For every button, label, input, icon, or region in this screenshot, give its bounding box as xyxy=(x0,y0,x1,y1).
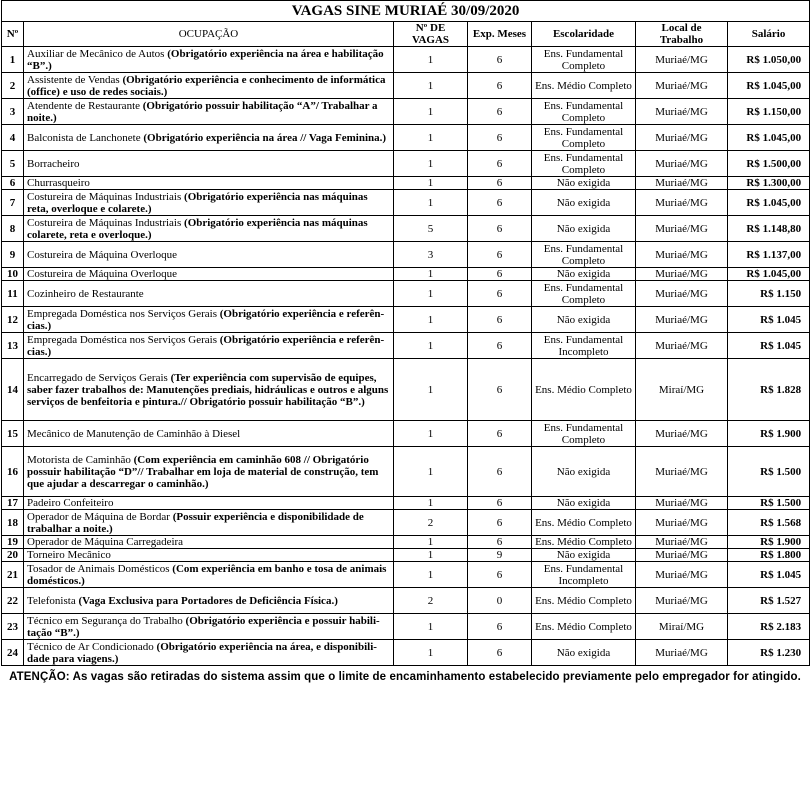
ocupacao-name: Operador de Máquina de Bordar xyxy=(27,510,173,523)
row-local: Muriaé/MG xyxy=(636,151,728,177)
table-row xyxy=(2,99,810,125)
table-row xyxy=(2,549,810,562)
table-row xyxy=(2,614,810,640)
row-salario: R$ 1.045,00 xyxy=(728,125,810,151)
row-escolaridade: Não exigida xyxy=(532,177,636,190)
page-title: VAGAS SINE MURIAÉ 30/09/2020 xyxy=(2,1,810,22)
ocupacao-requirements: (Obrigatório experiência na área e habilitação “B”.) xyxy=(27,47,384,72)
ocupacao-name: Churrasqueiro xyxy=(27,177,90,189)
row-vagas: 1 xyxy=(394,359,468,421)
row-salario: R$ 1.050,00 xyxy=(728,47,810,73)
row-ocupacao xyxy=(24,73,394,99)
row-exp: 6 xyxy=(468,614,532,640)
ocupacao-name: Borracheiro xyxy=(27,157,80,170)
header-escolaridade: Escolaridade xyxy=(532,22,636,47)
ocupacao-name: Costureira de Máquina Overloque xyxy=(27,248,177,261)
row-ocupacao xyxy=(24,177,394,190)
row-escolaridade: Ens. Fundamental Completo xyxy=(532,281,636,307)
row-vagas: 2 xyxy=(394,588,468,614)
row-number: 9 xyxy=(2,242,24,268)
table-row xyxy=(2,268,810,281)
row-escolaridade: Não exigida xyxy=(532,268,636,281)
row-local: Muriaé/MG xyxy=(636,216,728,242)
ocupacao-name: Padeiro Confeiteiro xyxy=(27,497,114,509)
ocupacao-name: Assistente de Vendas xyxy=(27,73,123,86)
row-local: Muriaé/MG xyxy=(636,536,728,549)
row-salario: R$ 1.045,00 xyxy=(728,268,810,281)
row-exp: 6 xyxy=(468,151,532,177)
row-exp: 6 xyxy=(468,359,532,421)
row-salario: R$ 1.045 xyxy=(728,562,810,588)
row-escolaridade: Ens. Fundamental Completo xyxy=(532,242,636,268)
row-vagas: 1 xyxy=(394,177,468,190)
row-salario: R$ 1.800 xyxy=(728,549,810,562)
row-local: Muriaé/MG xyxy=(636,497,728,510)
row-escolaridade: Não exigida xyxy=(532,307,636,333)
header-ocupacao: OCUPAÇÃO xyxy=(24,22,394,47)
row-number: 19 xyxy=(2,536,24,549)
row-number: 20 xyxy=(2,549,24,562)
row-exp: 6 xyxy=(468,562,532,588)
row-vagas: 1 xyxy=(394,151,468,177)
row-escolaridade: Ens. Fundamental Completo xyxy=(532,125,636,151)
row-escolaridade: Ens. Fundamental Completo xyxy=(532,47,636,73)
ocupacao-name: Motorista de Caminhão xyxy=(27,453,134,466)
row-vagas: 2 xyxy=(394,510,468,536)
table-row xyxy=(2,242,810,268)
row-salario: R$ 1.568 xyxy=(728,510,810,536)
row-vagas: 1 xyxy=(394,640,468,666)
row-ocupacao xyxy=(24,549,394,562)
row-number: 7 xyxy=(2,190,24,216)
table-row xyxy=(2,73,810,99)
table-row xyxy=(2,190,810,216)
table-row xyxy=(2,125,810,151)
row-local: Muriaé/MG xyxy=(636,333,728,359)
row-salario: R$ 1.045 xyxy=(728,307,810,333)
header-vagas: Nº DE VAGAS xyxy=(394,22,468,47)
row-escolaridade: Ens. Fundamental Incompleto xyxy=(532,562,636,588)
row-ocupacao xyxy=(24,497,394,510)
ocupacao-name: Operador de Máquina Carregadeira xyxy=(27,536,184,548)
row-local: Muriaé/MG xyxy=(636,190,728,216)
table-row xyxy=(2,47,810,73)
row-salario: R$ 1.527 xyxy=(728,588,810,614)
row-number: 17 xyxy=(2,497,24,510)
row-escolaridade: Não exigida xyxy=(532,447,636,497)
row-local: Muriaé/MG xyxy=(636,640,728,666)
ocupacao-name: Costureira de Máquinas Industriais xyxy=(27,190,185,203)
row-number: 16 xyxy=(2,447,24,497)
row-vagas: 1 xyxy=(394,307,468,333)
row-exp: 6 xyxy=(468,47,532,73)
table-row xyxy=(2,447,810,497)
table-row xyxy=(2,640,810,666)
row-salario: R$ 1.045,00 xyxy=(728,73,810,99)
ocupacao-name: Empregada Doméstica nos Serviços Gerais xyxy=(27,333,220,346)
ocupacao-name: Empregada Doméstica nos Serviços Gerais xyxy=(27,307,220,320)
row-ocupacao xyxy=(24,151,394,177)
header-exp: Exp. Meses xyxy=(468,22,532,47)
ocupacao-requirements: (Obrigatório experiência na área // Vaga Feminina.) xyxy=(143,131,387,144)
row-exp: 6 xyxy=(468,333,532,359)
row-ocupacao xyxy=(24,47,394,73)
row-local: Muriaé/MG xyxy=(636,242,728,268)
header-numero: Nº xyxy=(2,22,24,47)
header-salario: Salário xyxy=(728,22,810,47)
row-vagas: 1 xyxy=(394,614,468,640)
table-row xyxy=(2,536,810,549)
ocupacao-name: Balconista de Lanchonete xyxy=(27,131,144,144)
ocupacao-requirements: (Obrigatório experiência e referên-cias.) xyxy=(27,333,385,358)
row-salario: R$ 1.150 xyxy=(728,281,810,307)
row-number: 4 xyxy=(2,125,24,151)
row-exp: 6 xyxy=(468,281,532,307)
row-ocupacao xyxy=(24,333,394,359)
ocupacao-requirements: (Vaga Exclusiva para Portadores de Deficiência Física.) xyxy=(78,594,338,607)
row-vagas: 1 xyxy=(394,447,468,497)
row-exp: 6 xyxy=(468,307,532,333)
row-salario: R$ 1.900 xyxy=(728,421,810,447)
row-vagas: 1 xyxy=(394,268,468,281)
row-number: 11 xyxy=(2,281,24,307)
row-exp: 6 xyxy=(468,73,532,99)
row-exp: 6 xyxy=(468,268,532,281)
row-escolaridade: Ens. Médio Completo xyxy=(532,359,636,421)
row-salario: R$ 1.150,00 xyxy=(728,99,810,125)
row-ocupacao xyxy=(24,640,394,666)
row-escolaridade: Não exigida xyxy=(532,497,636,510)
row-vagas: 1 xyxy=(394,73,468,99)
row-number: 2 xyxy=(2,73,24,99)
row-number: 18 xyxy=(2,510,24,536)
ocupacao-requirements: (Obrigatório experiência e referên-cias.) xyxy=(27,307,385,332)
row-exp: 6 xyxy=(468,421,532,447)
row-ocupacao xyxy=(24,281,394,307)
row-exp: 6 xyxy=(468,510,532,536)
row-number: 23 xyxy=(2,614,24,640)
row-local: Muriaé/MG xyxy=(636,177,728,190)
row-escolaridade: Ens. Médio Completo xyxy=(532,614,636,640)
row-local: Muriaé/MG xyxy=(636,268,728,281)
table-row xyxy=(2,151,810,177)
row-vagas: 1 xyxy=(394,421,468,447)
row-number: 24 xyxy=(2,640,24,666)
row-escolaridade: Não exigida xyxy=(532,216,636,242)
ocupacao-name: Costureira de Máquinas Industriais xyxy=(27,216,185,229)
row-salario: R$ 1.500 xyxy=(728,497,810,510)
row-exp: 6 xyxy=(468,536,532,549)
ocupacao-name: Cozinheiro de Restaurante xyxy=(27,287,144,300)
row-local: Muriaé/MG xyxy=(636,73,728,99)
row-exp: 6 xyxy=(468,447,532,497)
row-salario: R$ 1.230 xyxy=(728,640,810,666)
table-row xyxy=(2,421,810,447)
row-local: Muriaé/MG xyxy=(636,447,728,497)
row-salario: R$ 1.300,00 xyxy=(728,177,810,190)
row-exp: 6 xyxy=(468,216,532,242)
ocupacao-requirements: (Possuir experiência e disponibilidade de trabalhar a noite.) xyxy=(27,510,364,535)
row-local: Miraí/MG xyxy=(636,614,728,640)
row-vagas: 1 xyxy=(394,47,468,73)
row-escolaridade: Ens. Fundamental Completo xyxy=(532,151,636,177)
ocupacao-requirements: (Ter experiência com supervisão de equipes, saber fazer trabalhos de: Manutenções prediais, hidráulicas e outros e alguns serviços de benfeitoria e pintura.// Obrigatório possuir habilitação “B”.) xyxy=(27,371,389,408)
row-local: Muriaé/MG xyxy=(636,421,728,447)
row-number: 1 xyxy=(2,47,24,73)
row-ocupacao xyxy=(24,359,394,421)
ocupacao-name: Técnico de Ar Condicionado xyxy=(27,640,157,653)
row-ocupacao xyxy=(24,562,394,588)
row-local: Muriaé/MG xyxy=(636,510,728,536)
row-vagas: 1 xyxy=(394,190,468,216)
ocupacao-name: Costureira de Máquina Overloque xyxy=(27,268,177,280)
table-row xyxy=(2,497,810,510)
row-escolaridade: Não exigida xyxy=(532,190,636,216)
row-salario: R$ 2.183 xyxy=(728,614,810,640)
row-escolaridade: Ens. Fundamental Incompleto xyxy=(532,333,636,359)
table-row xyxy=(2,281,810,307)
row-vagas: 1 xyxy=(394,99,468,125)
row-vagas: 1 xyxy=(394,281,468,307)
row-number: 8 xyxy=(2,216,24,242)
row-ocupacao xyxy=(24,510,394,536)
ocupacao-requirements: (Obrigatório experiência e possuir habili-tação “B”.) xyxy=(27,614,380,639)
row-local: Muriaé/MG xyxy=(636,549,728,562)
row-salario: R$ 1.137,00 xyxy=(728,242,810,268)
row-exp: 6 xyxy=(468,190,532,216)
table-row xyxy=(2,307,810,333)
row-salario: R$ 1.500,00 xyxy=(728,151,810,177)
row-number: 15 xyxy=(2,421,24,447)
row-vagas: 1 xyxy=(394,562,468,588)
row-escolaridade: Ens. Médio Completo xyxy=(532,536,636,549)
row-escolaridade: Não exigida xyxy=(532,549,636,562)
row-escolaridade: Ens. Fundamental Completo xyxy=(532,99,636,125)
row-vagas: 1 xyxy=(394,549,468,562)
row-vagas: 1 xyxy=(394,536,468,549)
row-exp: 9 xyxy=(468,549,532,562)
row-number: 21 xyxy=(2,562,24,588)
row-ocupacao xyxy=(24,242,394,268)
ocupacao-requirements: (Obrigatório experiência nas máquinas colarete, reta e overloque.) xyxy=(27,216,368,241)
table-row xyxy=(2,359,810,421)
ocupacao-requirements: (Obrigatório possuir habilitação “A”/ Trabalhar a noite.) xyxy=(27,99,378,124)
row-ocupacao xyxy=(24,99,394,125)
row-vagas: 3 xyxy=(394,242,468,268)
row-ocupacao xyxy=(24,190,394,216)
table-row xyxy=(2,562,810,588)
ocupacao-name: Encarregado de Serviços Gerais xyxy=(27,371,171,384)
row-number: 6 xyxy=(2,177,24,190)
row-local: Muriaé/MG xyxy=(636,562,728,588)
row-ocupacao xyxy=(24,588,394,614)
row-escolaridade: Não exigida xyxy=(532,640,636,666)
row-ocupacao xyxy=(24,614,394,640)
row-escolaridade: Ens. Médio Completo xyxy=(532,510,636,536)
header-row xyxy=(2,22,810,47)
row-vagas: 1 xyxy=(394,333,468,359)
row-ocupacao xyxy=(24,125,394,151)
row-number: 3 xyxy=(2,99,24,125)
row-salario: R$ 1.828 xyxy=(728,359,810,421)
table-body xyxy=(2,47,810,666)
row-number: 12 xyxy=(2,307,24,333)
row-ocupacao xyxy=(24,447,394,497)
ocupacao-requirements: (Com experiência em caminhão 608 // Obrigatório possuir habilitação “D”// Trabalhar em loja de material de construção, tem que ajudar a descarregar o caminhão.) xyxy=(27,453,379,490)
row-vagas: 5 xyxy=(394,216,468,242)
ocupacao-name: Técnico em Segurança do Trabalho xyxy=(27,614,186,627)
table-row xyxy=(2,177,810,190)
table-row xyxy=(2,588,810,614)
ocupacao-name: Tosador de Animais Domésticos xyxy=(27,562,173,575)
row-local: Muriaé/MG xyxy=(636,99,728,125)
row-exp: 6 xyxy=(468,497,532,510)
row-local: Muriaé/MG xyxy=(636,588,728,614)
header-local: Local de Trabalho xyxy=(636,22,728,47)
row-exp: 6 xyxy=(468,99,532,125)
table-row xyxy=(2,333,810,359)
row-number: 22 xyxy=(2,588,24,614)
row-number: 5 xyxy=(2,151,24,177)
row-vagas: 1 xyxy=(394,497,468,510)
row-number: 10 xyxy=(2,268,24,281)
row-local: Muriaé/MG xyxy=(636,281,728,307)
row-ocupacao xyxy=(24,216,394,242)
row-salario: R$ 1.045,00 xyxy=(728,190,810,216)
ocupacao-name: Auxiliar de Mecânico de Autos xyxy=(27,47,168,60)
row-ocupacao xyxy=(24,268,394,281)
row-exp: 0 xyxy=(468,588,532,614)
table-row xyxy=(2,216,810,242)
row-vagas: 1 xyxy=(394,125,468,151)
row-salario: R$ 1.500 xyxy=(728,447,810,497)
row-escolaridade: Ens. Médio Completo xyxy=(532,588,636,614)
row-salario: R$ 1.900 xyxy=(728,536,810,549)
row-local: Muriaé/MG xyxy=(636,47,728,73)
ocupacao-name: Mecânico de Manutenção de Caminhão à Diesel xyxy=(27,427,241,440)
row-number: 14 xyxy=(2,359,24,421)
row-number: 13 xyxy=(2,333,24,359)
row-salario: R$ 1.045 xyxy=(728,333,810,359)
ocupacao-requirements: (Obrigatório experiência e conhecimento de informática (office) e uso de redes sociais.) xyxy=(27,73,386,98)
row-ocupacao xyxy=(24,536,394,549)
row-exp: 6 xyxy=(468,640,532,666)
row-ocupacao xyxy=(24,421,394,447)
attention-note: ATENÇÃO: As vagas são retiradas do sistema assim que o limite de encaminhamento estabelecido previamente pelo empregador for atingido. xyxy=(9,671,801,683)
ocupacao-requirements: (Com experiência em banho e tosa de animais domésticos.) xyxy=(27,562,387,587)
vagas-table xyxy=(1,0,810,666)
ocupacao-requirements: (Obrigatório experiência na área, e disponibili-dade para viagens.) xyxy=(27,640,377,665)
ocupacao-name: Telefonista xyxy=(27,594,79,607)
ocupacao-name: Torneiro Mecânico xyxy=(27,549,111,561)
table-row xyxy=(2,510,810,536)
row-local: Miraí/MG xyxy=(636,359,728,421)
row-exp: 6 xyxy=(468,242,532,268)
row-local: Muriaé/MG xyxy=(636,125,728,151)
ocupacao-requirements: (Obrigatório experiência nas máquinas reta, overloque e colarete.) xyxy=(27,190,368,215)
row-exp: 6 xyxy=(468,125,532,151)
row-escolaridade: Ens. Fundamental Completo xyxy=(532,421,636,447)
row-salario: R$ 1.148,80 xyxy=(728,216,810,242)
row-local: Muriaé/MG xyxy=(636,307,728,333)
row-escolaridade: Ens. Médio Completo xyxy=(532,73,636,99)
ocupacao-name: Atendente de Restaurante xyxy=(27,99,143,112)
row-exp: 6 xyxy=(468,177,532,190)
row-ocupacao xyxy=(24,307,394,333)
